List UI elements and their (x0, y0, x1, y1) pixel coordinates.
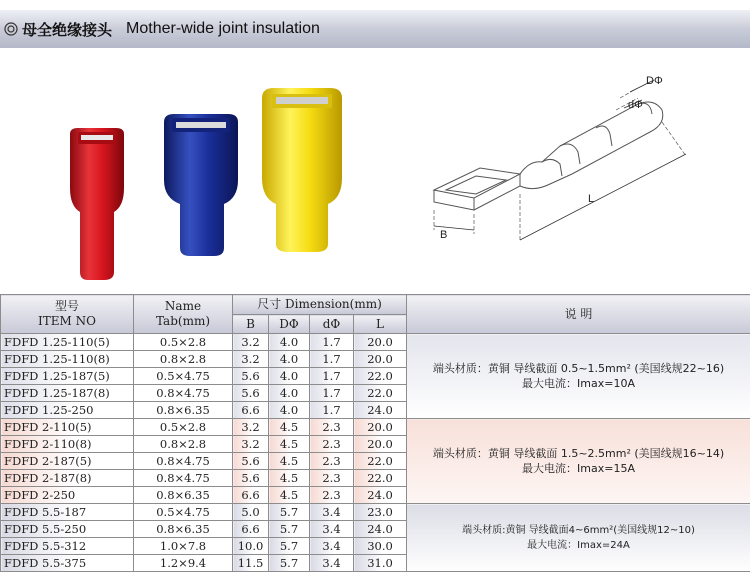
outer-dia-cell: 5.7 (269, 555, 310, 572)
l-cell: 20.0 (354, 334, 407, 351)
inner-dia-label: dΦ (628, 99, 643, 111)
b-cell: 3.2 (233, 436, 269, 453)
l-cell: 20.0 (354, 351, 407, 368)
item-cell: FDFD 2-110(8) (1, 436, 134, 453)
item-cell: FDFD 1.25-187(8) (1, 385, 134, 402)
b-cell: 5.6 (233, 453, 269, 470)
table-row (1, 334, 750, 351)
width-label: B (440, 229, 448, 241)
outer-dia-cell: 4.5 (269, 453, 310, 470)
inner-dia-cell: 2.3 (310, 436, 354, 453)
table-row (1, 504, 750, 521)
item-cell: FDFD 5.5-250 (1, 521, 134, 538)
spec-table-body (1, 334, 750, 572)
item-cell: FDFD 5.5-312 (1, 538, 134, 555)
outer-dia-cell: 4.5 (269, 419, 310, 436)
l-cell: 24.0 (354, 402, 407, 419)
l-cell: 20.0 (354, 419, 407, 436)
inner-dia-cell: 3.4 (310, 521, 354, 538)
l-cell: 24.0 (354, 487, 407, 504)
inner-dia-cell: 2.3 (310, 487, 354, 504)
description-current-line: 最大电流：Imax=15A (522, 462, 635, 475)
l-cell: 23.0 (354, 504, 407, 521)
tab-cell: 1.0×7.8 (134, 538, 233, 555)
inner-dia-cell: 1.7 (310, 385, 354, 402)
outer-dia-cell: 4.5 (269, 470, 310, 487)
l-cell: 31.0 (354, 555, 407, 572)
b-cell: 10.0 (233, 538, 269, 555)
outer-dia-cell: 5.7 (269, 538, 310, 555)
b-cell: 6.6 (233, 402, 269, 419)
header-name-tab: Name Tab(mm) (134, 295, 233, 334)
table-row (1, 419, 750, 436)
item-cell: FDFD 5.5-187 (1, 504, 134, 521)
dimension-diagram (410, 70, 720, 250)
description-material-line: 端头材质：黄铜 导线截面 1.5~2.5mm² (美国线规16~14) (432, 447, 725, 460)
description-material-line: 端头材质:黄铜 导线截面4~6mm²(美国线规12~10) (462, 524, 695, 536)
inner-dia-cell: 1.7 (310, 351, 354, 368)
tab-cell: 0.5×4.75 (134, 368, 233, 385)
inner-dia-cell: 1.7 (310, 402, 354, 419)
header-inner-dia: dΦ (310, 315, 354, 334)
header-l: L (354, 315, 407, 334)
tab-cell: 0.5×4.75 (134, 504, 233, 521)
tab-cell: 0.8×4.75 (134, 470, 233, 487)
inner-dia-cell: 3.4 (310, 538, 354, 555)
inner-dia-cell: 3.4 (310, 504, 354, 521)
inner-dia-cell: 2.3 (310, 453, 354, 470)
outer-dia-cell: 4.5 (269, 487, 310, 504)
header-outer-dia: DΦ (269, 315, 310, 334)
group-description (407, 419, 750, 504)
outer-dia-cell: 4.0 (269, 334, 310, 351)
inner-dia-cell: 2.3 (310, 470, 354, 487)
item-cell: FDFD 1.25-187(5) (1, 368, 134, 385)
header-dimension: 尺寸 Dimension(mm) (233, 295, 407, 315)
group-description (407, 504, 750, 572)
section-header (4, 19, 320, 39)
item-cell: FDFD 1.25-110(8) (1, 351, 134, 368)
red-connector-image (64, 126, 134, 282)
outer-dia-cell: 4.0 (269, 368, 310, 385)
b-cell: 5.6 (233, 368, 269, 385)
b-cell: 3.2 (233, 351, 269, 368)
outer-dia-cell: 4.0 (269, 351, 310, 368)
l-cell: 30.0 (354, 538, 407, 555)
yellow-connector-image (258, 86, 346, 256)
inner-dia-cell: 2.3 (310, 419, 354, 436)
tab-cell: 0.8×4.75 (134, 453, 233, 470)
l-cell: 24.0 (354, 521, 407, 538)
b-cell: 5.6 (233, 385, 269, 402)
outer-dia-label: DΦ (646, 75, 663, 87)
description-material-line: 端头材质：黄铜 导线截面 0.5~1.5mm² (美国线规22~16) (432, 362, 725, 375)
item-cell: FDFD 2-250 (1, 487, 134, 504)
outer-dia-cell: 4.0 (269, 402, 310, 419)
tab-cell: 1.2×9.4 (134, 555, 233, 572)
tab-cell: 0.8×2.8 (134, 436, 233, 453)
item-cell: FDFD 2-110(5) (1, 419, 134, 436)
l-cell: 22.0 (354, 385, 407, 402)
header-item: 型号 ITEM NO (1, 295, 134, 334)
title-chinese: 母全绝缘接头 (22, 20, 113, 39)
b-cell: 5.6 (233, 470, 269, 487)
b-cell: 3.2 (233, 334, 269, 351)
l-cell: 22.0 (354, 453, 407, 470)
b-cell: 6.6 (233, 521, 269, 538)
l-cell: 22.0 (354, 470, 407, 487)
inner-dia-cell: 1.7 (310, 368, 354, 385)
tab-cell: 0.8×6.35 (134, 487, 233, 504)
b-cell: 11.5 (233, 555, 269, 572)
inner-dia-cell: 1.7 (310, 334, 354, 351)
tab-cell: 0.8×2.8 (134, 351, 233, 368)
b-cell: 6.6 (233, 487, 269, 504)
tab-cell: 0.8×6.35 (134, 402, 233, 419)
spec-table (0, 294, 750, 572)
tab-cell: 0.8×6.35 (134, 521, 233, 538)
outer-dia-cell: 5.7 (269, 504, 310, 521)
b-cell: 5.0 (233, 504, 269, 521)
item-cell: FDFD 5.5-375 (1, 555, 134, 572)
item-cell: FDFD 2-187(8) (1, 470, 134, 487)
blue-connector-image (160, 112, 242, 258)
b-cell: 3.2 (233, 419, 269, 436)
tab-cell: 0.5×2.8 (134, 419, 233, 436)
tab-cell: 0.8×4.75 (134, 385, 233, 402)
header-description: 说 明 (407, 295, 750, 334)
double-circle-icon (4, 22, 18, 36)
header-b: B (233, 315, 269, 334)
tab-cell: 0.5×2.8 (134, 334, 233, 351)
title-english: Mother-wide joint insulation (126, 20, 320, 37)
l-cell: 22.0 (354, 368, 407, 385)
item-cell: FDFD 1.25-250 (1, 402, 134, 419)
inner-dia-cell: 3.4 (310, 555, 354, 572)
outer-dia-cell: 4.0 (269, 385, 310, 402)
outer-dia-cell: 5.7 (269, 521, 310, 538)
l-cell: 20.0 (354, 436, 407, 453)
item-cell: FDFD 2-187(5) (1, 453, 134, 470)
description-current-line: 最大电流：Imax=10A (522, 377, 635, 390)
length-label: L (588, 193, 595, 205)
description-current-line: 最大电流：Imax=24A (527, 539, 630, 551)
outer-dia-cell: 4.5 (269, 436, 310, 453)
item-cell: FDFD 1.25-110(5) (1, 334, 134, 351)
group-description (407, 334, 750, 419)
